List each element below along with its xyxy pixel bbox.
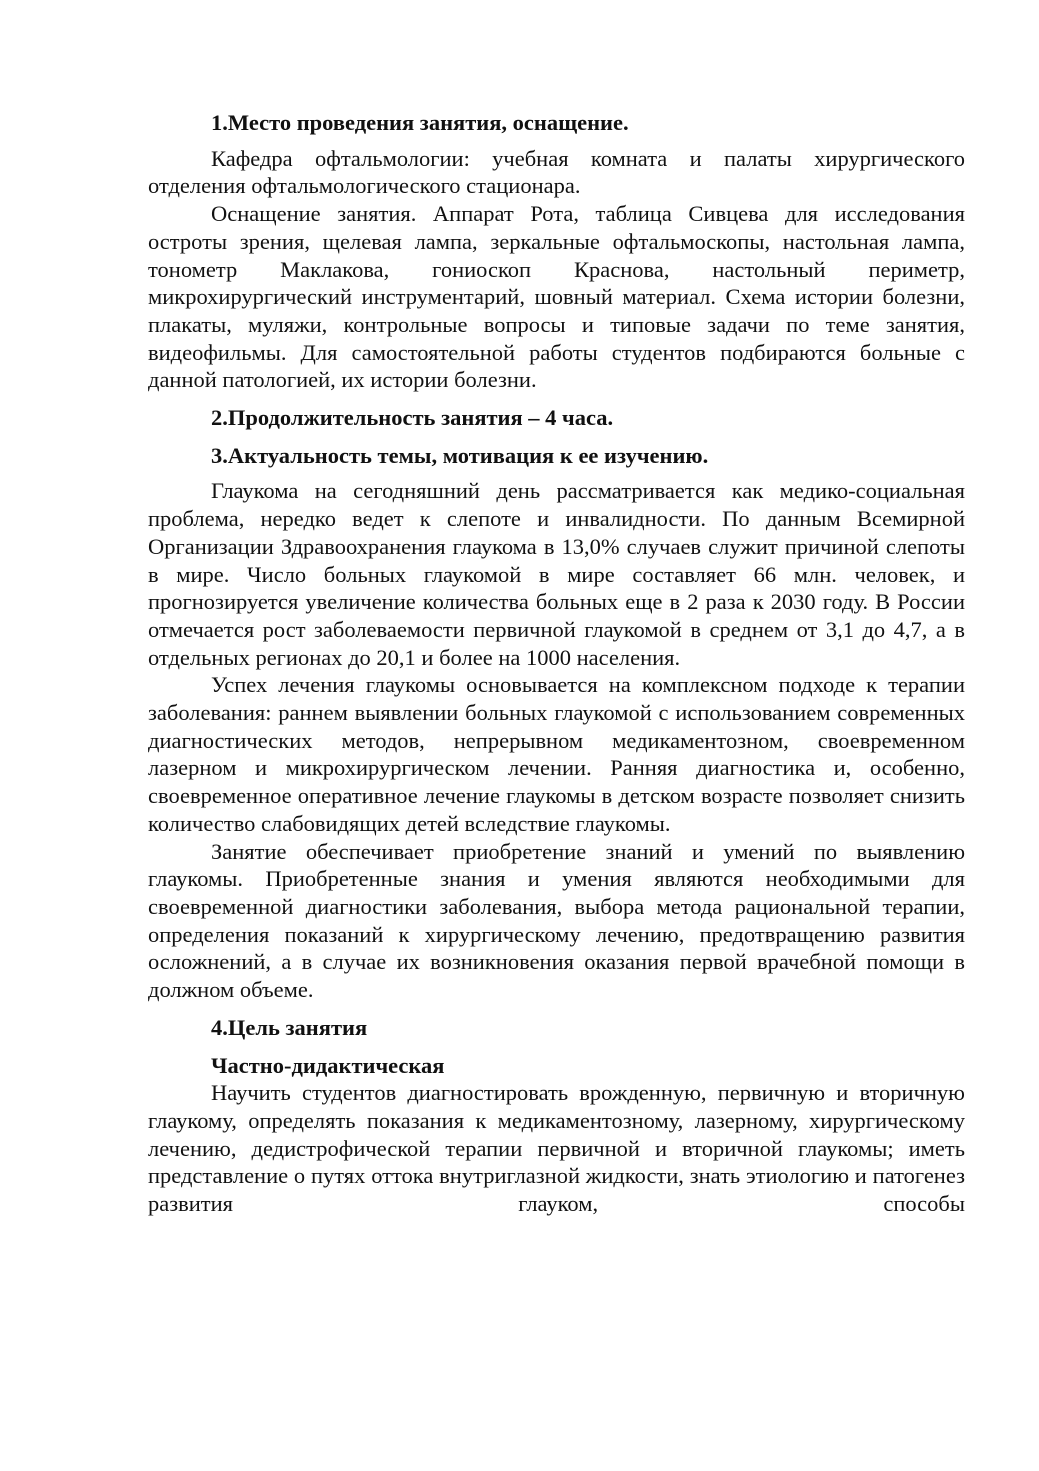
section-1-heading: 1.Место проведения занятия, оснащение. xyxy=(211,110,629,135)
section-4-paragraph-goal: Научить студентов диагностировать врожденную, первичную и вторичную глаукому, определять показания к медикаментозному, лазерному, хирургическому лечению, дедистрофической терапии первичной и вторичной глаукомы; иметь представление о путях оттока внутриглазной жидкости, знать этиологию и патогенез развития глауком, способы xyxy=(148,1080,965,1217)
section-3-paragraph-motivation: Занятие обеспечивает приобретение знаний и умений по выявлению глаукомы. Приобретенные знания и умения являются необходимыми для своевременной диагностики заболевания, выбора метода рациональной терапии, определения показаний к хирургическому лечению, предотвращению развития осложнений, а в случае их возникновения оказания первой врачебной помощи в должном объеме. xyxy=(148,838,965,1003)
section-3-heading: 3.Актуальность темы, мотивация к ее изучению. xyxy=(211,442,709,468)
section-4-heading: 4.Цель занятия xyxy=(211,1014,368,1040)
section-3-paragraph-relevance: Глаукома на сегодняшний день рассматривается как медико-социальная проблема, нередко ведет к слепоте и инвалидности. По данным Всемирной Организации Здравоохранения глаукома в 13,0% случаев служит причиной слепоты в мире. Число больных глаукомой в мире составляет 66 млн. человек, и прогнозируется увеличение количества больных еще в 2 раза к 2030 году. В России отмечается рост заболеваемости первичной глаукомой в среднем от 3,1 до 4,7, а в отдельных регионах до 20,1 и более на 1000 населения. xyxy=(148,478,965,670)
section-3-paragraph-treatment: Успех лечения глаукомы основывается на комплексном подходе к терапии заболевания: раннем выявлении больных глаукомой с использованием современных диагностических методов, непрерывном медикаментозном, своевременном лазерном и микрохирургическом лечении. Ранняя диагностика и, особенно, своевременное оперативное лечение глаукомы в детском возрасте позволяет снизить количество слабовидящих детей вследствие глаукомы. xyxy=(148,672,965,836)
section-1-paragraph-equipment: Оснащение занятия. Аппарат Рота, таблица Сивцева для исследования остроты зрения, щелевая лампа, зеркальные офтальмоскопы, настольная лампа, тонометр Маклакова, гониоскоп Краснова, настольный периметр, микрохирургический инструментарий, шовный материал. Схема истории болезни, плакаты, муляжи, контрольные вопросы и типовые задачи по теме занятия, видеофильмы. Для самостоятельной работы студентов подбираются больные с данной патологией, их истории болезни. xyxy=(148,201,965,393)
section-1-paragraph-location: Кафедра офтальмологии: учебная комната и палаты хирургического отделения офтальмологического стационара. xyxy=(148,145,965,199)
section-2-heading: 2.Продолжительность занятия – 4 часа. xyxy=(211,405,614,431)
document-page xyxy=(148,109,965,1218)
section-4-subheading: Частно-дидактическая xyxy=(211,1052,445,1078)
